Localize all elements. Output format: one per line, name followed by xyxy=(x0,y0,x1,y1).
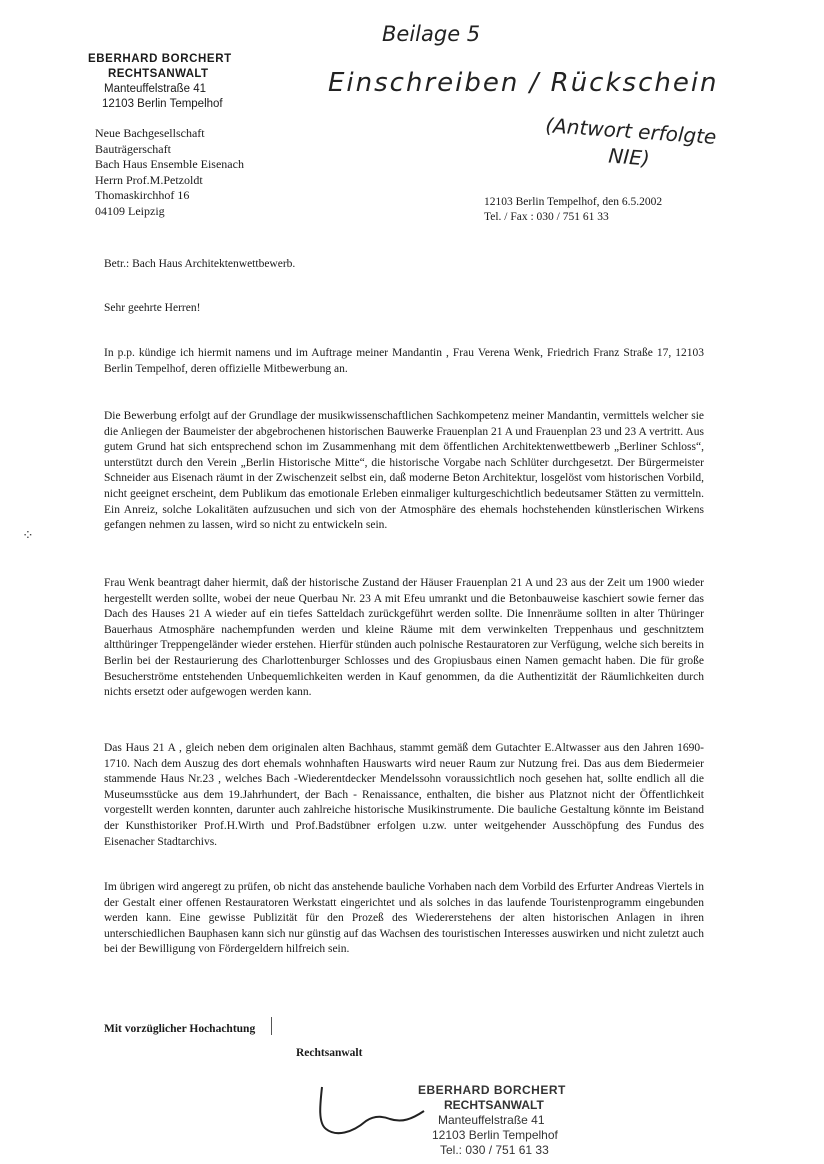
subject-line: Betr.: Bach Haus Architektenwettbewerb. xyxy=(104,258,296,270)
stamp-city: 12103 Berlin Tempelhof xyxy=(432,1128,558,1142)
recipient-address xyxy=(95,126,244,219)
divider xyxy=(271,1017,272,1035)
address-stamp xyxy=(418,1083,566,1158)
sender-block xyxy=(88,52,232,112)
recipient-line: Thomaskirchhof 16 xyxy=(95,188,190,202)
stamp-street: Manteuffelstraße 41 xyxy=(438,1113,545,1127)
stamp-title: RECHTSANWALT xyxy=(444,1098,544,1112)
recipient-line: Bauträgerschaft xyxy=(95,141,171,156)
handwritten-attachment-note: Beilage 5 xyxy=(382,22,481,46)
recipient-line: Neue Bachgesellschaft xyxy=(95,126,205,140)
sender-title: RECHTSANWALT xyxy=(108,68,209,80)
handwritten-reply-line-1: (Antwort erfolgte xyxy=(544,113,718,149)
handwritten-signature xyxy=(312,1075,432,1145)
recipient-line: Bach Haus Ensemble Eisenach xyxy=(95,157,244,171)
body-paragraph: Die Bewerbung erfolgt auf der Grundlage der musikwissenschaftlichen Sachkompetenz meiner Mandantin, vermittels welcher sie die Anliegen der Baumeister der abgebrochenen historischen Bauwerke Frauenplan 21 A und Frauenplan 23 und 23 A vertritt. Aus gutem Grund hat sich entsprechend schon im Zusammenhang mit dem öffentlichen Architektenwettbewerb „Berliner Schloss“, unterstützt durch den Verein „Berlin Historische Mitte“, die historische Vorgabe nach Schlüter durchgesetzt. Der Bürgermeister Schneider aus Eisenach räumt in der Zwischenzeit selbst ein, daß moderne Beton Architektur, losgelöst vom historischen Vorbild, nicht geeignet erscheint, dem Publikum das emotionale Erleben einmaliger kulturgeschichtlich bedeutsamer Stätten zu vermitteln. Ein Anreiz, solche Lokalitäten aufzusuchen und sich von der Atmosphäre des ehemals hochstehenden künstlerischen Wirkens gefangen nehmen zu lassen, wird so nicht zu entwickeln sein. xyxy=(104,410,704,532)
closing: Mit vorzüglicher Hochachtung xyxy=(104,1023,256,1035)
sender-city: 12103 Berlin Tempelhof xyxy=(102,98,223,110)
salutation: Sehr geehrte Herren! xyxy=(104,302,201,314)
body-paragraph: Im übrigen wird angeregt zu prüfen, ob nicht das anstehende bauliche Vorhaben nach dem Vorbild des Erfurter Andreas Viertels in der Gestalt einer offenen Restauratoren Werkstatt eingerichtet und als solches in das laufende Touristenprogramm eingebunden werden kann. Eine gewisse Publizität für den Prozeß des Wiedererstehens der alten historischen Anlagen in ihren unterschiedlichen Bauphasen kann sich nur günstig auf das Wachsen des touristischen Interesses auswirken und nicht zuletzt auch bei der Bewilligung von Fördergeldern hilfreich sein. xyxy=(104,881,704,956)
recipient-line: 04109 Leipzig xyxy=(95,203,165,218)
signature-title: Rechtsanwalt xyxy=(296,1047,363,1059)
body-paragraph: Frau Wenk beantragt daher hiermit, daß der historische Zustand der Häuser Frauenplan 21 A und 23 aus der Zeit um 1900 wieder hergestellt werden sollte, wobei der neue Querbau Nr. 23 A mit Efeu umrankt und die Betonbauweise kaschiert sowie ferner das Dach des Hauses 21 A wieder auf ein tiefes Satteldach zurückgeführt werden sollte. Die Innenräume sollten in alter Thüringer Bauerhaus Atmosphäre nachempfunden werden und kleine Räume mit dem verwinkelten Treppenhaus und geschnitztem altthüringer Treppengeländer wieder erstehen. Hierfür stünden auch polnische Restauratoren zur Verfügung, welche sich bereits in Berlin bei der Restaurierung des Charlottenburger Schlosses und des Gropiusbaus einen Namen gemacht haben. Die für große Besucherströme entstehenden Unbequemlichkeiten werden in Kauf genommen, da die Authentizität der Räumlichkeiten durch nichts ersetzt oder aufgewogen werden kann. xyxy=(104,577,704,699)
handwritten-reply-note xyxy=(518,110,741,177)
recipient-line: Herrn Prof.M.Petzoldt xyxy=(95,172,203,187)
date-line xyxy=(484,195,662,225)
margin-mark: ⁘ xyxy=(22,528,34,544)
body-paragraph: In p.p. kündige ich hiermit namens und im Auftrage meiner Mandantin , Frau Verena Wenk, Friedrich Franz Straße 17, 12103 Berlin Tempelhof, deren offizielle Mitbewerbung an. xyxy=(104,347,704,375)
phone-fax: Tel. / Fax : 030 / 751 61 33 xyxy=(484,211,609,223)
stamp-name: EBERHARD BORCHERT xyxy=(418,1083,566,1097)
sender-street: Manteuffelstraße 41 xyxy=(104,83,207,95)
handwritten-reply-line-2: NIE) xyxy=(607,143,651,171)
stamp-phone: Tel.: 030 / 751 61 33 xyxy=(440,1143,549,1157)
body-paragraph: Das Haus 21 A , gleich neben dem originalen alten Bachhaus, stammt gemäß dem Gutachter E.Altwasser aus den Jahren 1690-1710. Nach dem Auszug des dort ehemals wohnhaften Hauswarts wird neuer Raum zur Nutzung frei. Das aus dem Biedermeier stammende Haus Nr.23 , welches Bach -Wiederentdecker Mendelssohn voraussichtlich noch gesehen hat, sollte endlich all die Museumsstücke aus dem 19.Jahrhundert, der Bach - Renaissance, enthalten, die bisher aus Platznot nicht der Öffentlichkeit vorgestellt werden konnten, darunter auch zahlreiche historische Musikinstrumente. Die bauliche Gestaltung könnte im Beistand der Kunsthistoriker Prof.H.Wirth und Prof.Badstübner erfolgen u.zw. unter weitgehender Ausschöpfung des Fundus des Eisenacher Stadtarchivs. xyxy=(104,742,704,848)
handwritten-registered-mail-note: Einschreiben / Rückschein xyxy=(328,68,719,98)
sender-name: EBERHARD BORCHERT xyxy=(88,53,232,65)
place-date: 12103 Berlin Tempelhof, den 6.5.2002 xyxy=(484,196,663,208)
